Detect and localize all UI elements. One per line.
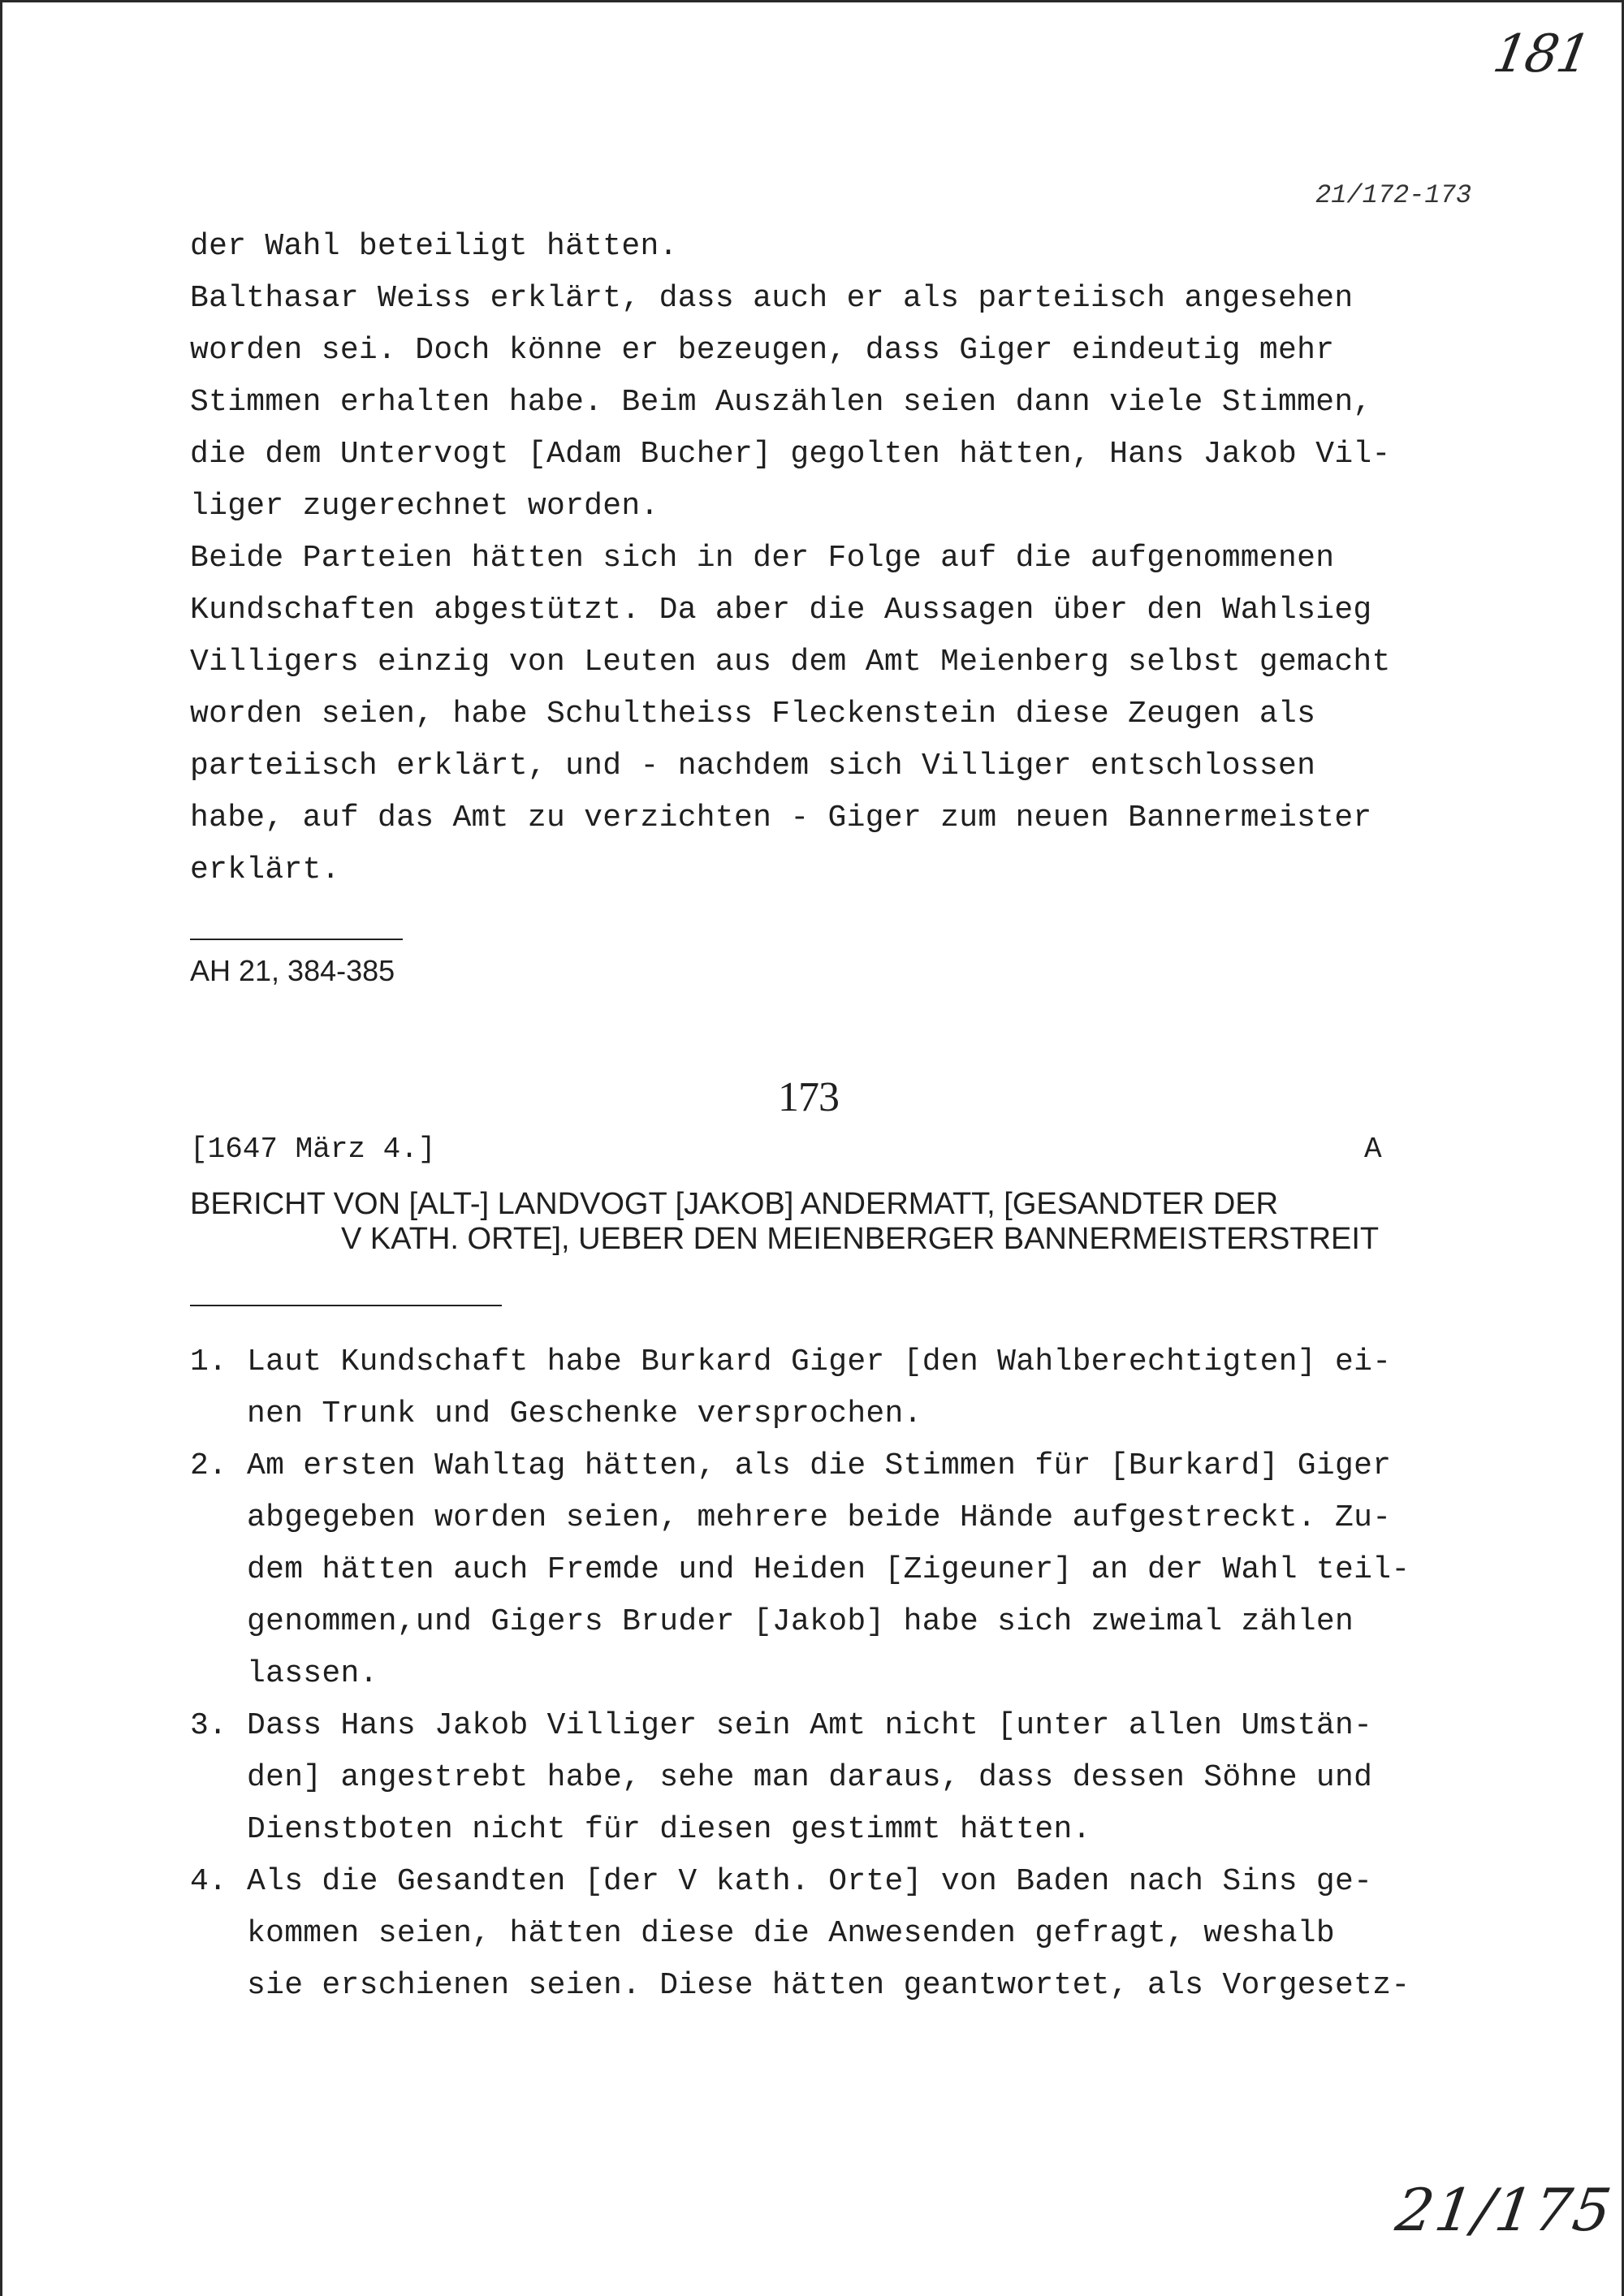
text-line: erklärt. (190, 852, 340, 887)
text-line: Balthasar Weiss erklärt, dass auch er als parteiisch angesehen (190, 281, 1354, 316)
item-number: 4. (190, 1864, 227, 1899)
item-line: Als die Gesandten [der V kath. Orte] von Baden nach Sins ge- (247, 1864, 1373, 1899)
text-line: die dem Untervogt [Adam Bucher] gegolten hätten, Hans Jakob Vil- (190, 437, 1391, 472)
text-line: Beide Parteien hätten sich in der Folge auf die aufgenommenen (190, 541, 1335, 576)
footnote-divider (190, 939, 403, 940)
item-line: abgegeben worden seien, mehrere beide Hände aufgestreckt. Zu- (247, 1500, 1392, 1535)
item-line: Dass Hans Jakob Villiger sein Amt nicht [unter allen Umstän- (247, 1708, 1373, 1743)
item-line: Am ersten Wahltag hätten, als die Stimmen für [Burkard] Giger (247, 1448, 1392, 1483)
document-title-line: BERICHT VON [ALT-] LANDVOGT [JAKOB] ANDERMATT, [GESANDTER DER (190, 1187, 1279, 1221)
handwritten-archive-number: 21/175 (1392, 2176, 1618, 2244)
item-line: Dienstboten nicht für diesen gestimmt hätten. (247, 1812, 1091, 1847)
text-line: der Wahl beteiligt hätten. (190, 229, 678, 264)
scan-border-top (0, 0, 1624, 2)
item-line: lassen. (247, 1656, 378, 1691)
text-line: parteiisch erklärt, und - nachdem sich Villiger entschlossen (190, 749, 1316, 783)
handwritten-folio-number: 181 (1488, 24, 1594, 84)
item-number: 1. (190, 1344, 227, 1379)
item-line: dem hätten auch Fremde und Heiden [Zigeuner] an der Wahl teil- (247, 1552, 1410, 1587)
item-line: genommen,und Gigers Bruder [Jakob] habe sich zweimal zählen (247, 1604, 1354, 1639)
text-line: habe, auf das Amt zu verzichten - Giger zum neuen Bannermeister (190, 801, 1372, 835)
document-date: [1647 März 4.] (190, 1133, 436, 1166)
text-line: Stimmen erhalten habe. Beim Auszählen seien dann viele Stimmen, (190, 385, 1372, 420)
item-line: sie erschienen seien. Diese hätten geantwortet, als Vorgesetz- (247, 1968, 1410, 2003)
item-line: nen Trunk und Geschenke versprochen. (247, 1396, 922, 1431)
item-line: den] angestrebt habe, sehe man daraus, dass dessen Söhne und (247, 1760, 1373, 1795)
text-line: Villigers einzig von Leuten aus dem Amt Meienberg selbst gemacht (190, 645, 1391, 680)
text-line: worden seien, habe Schultheiss Fleckenstein diese Zeugen als (190, 697, 1316, 732)
document-title-line: V KATH. ORTE], UEBER DEN MEIENBERGER BANNERMEISTERSTREIT (341, 1222, 1380, 1256)
source-citation: AH 21, 384-385 (190, 954, 395, 987)
item-line: Laut Kundschaft habe Burkard Giger [den Wahlberechtigten] ei- (247, 1344, 1392, 1379)
document-number: 173 (778, 1074, 839, 1120)
reference-number: 21/172-173 (1315, 180, 1472, 210)
item-line: kommen seien, hätten diese die Anwesenden gefragt, weshalb (247, 1916, 1336, 1951)
text-line: worden sei. Doch könne er bezeugen, dass Giger eindeutig mehr (190, 333, 1335, 368)
version-letter: A (1364, 1133, 1382, 1166)
text-line: Kundschaften abgestützt. Da aber die Aussagen über den Wahlsieg (190, 593, 1372, 628)
text-line: liger zugerechnet worden. (190, 489, 659, 524)
item-number: 3. (190, 1708, 227, 1743)
item-number: 2. (190, 1448, 227, 1483)
scan-border-left (0, 0, 2, 2296)
title-divider (190, 1305, 502, 1306)
